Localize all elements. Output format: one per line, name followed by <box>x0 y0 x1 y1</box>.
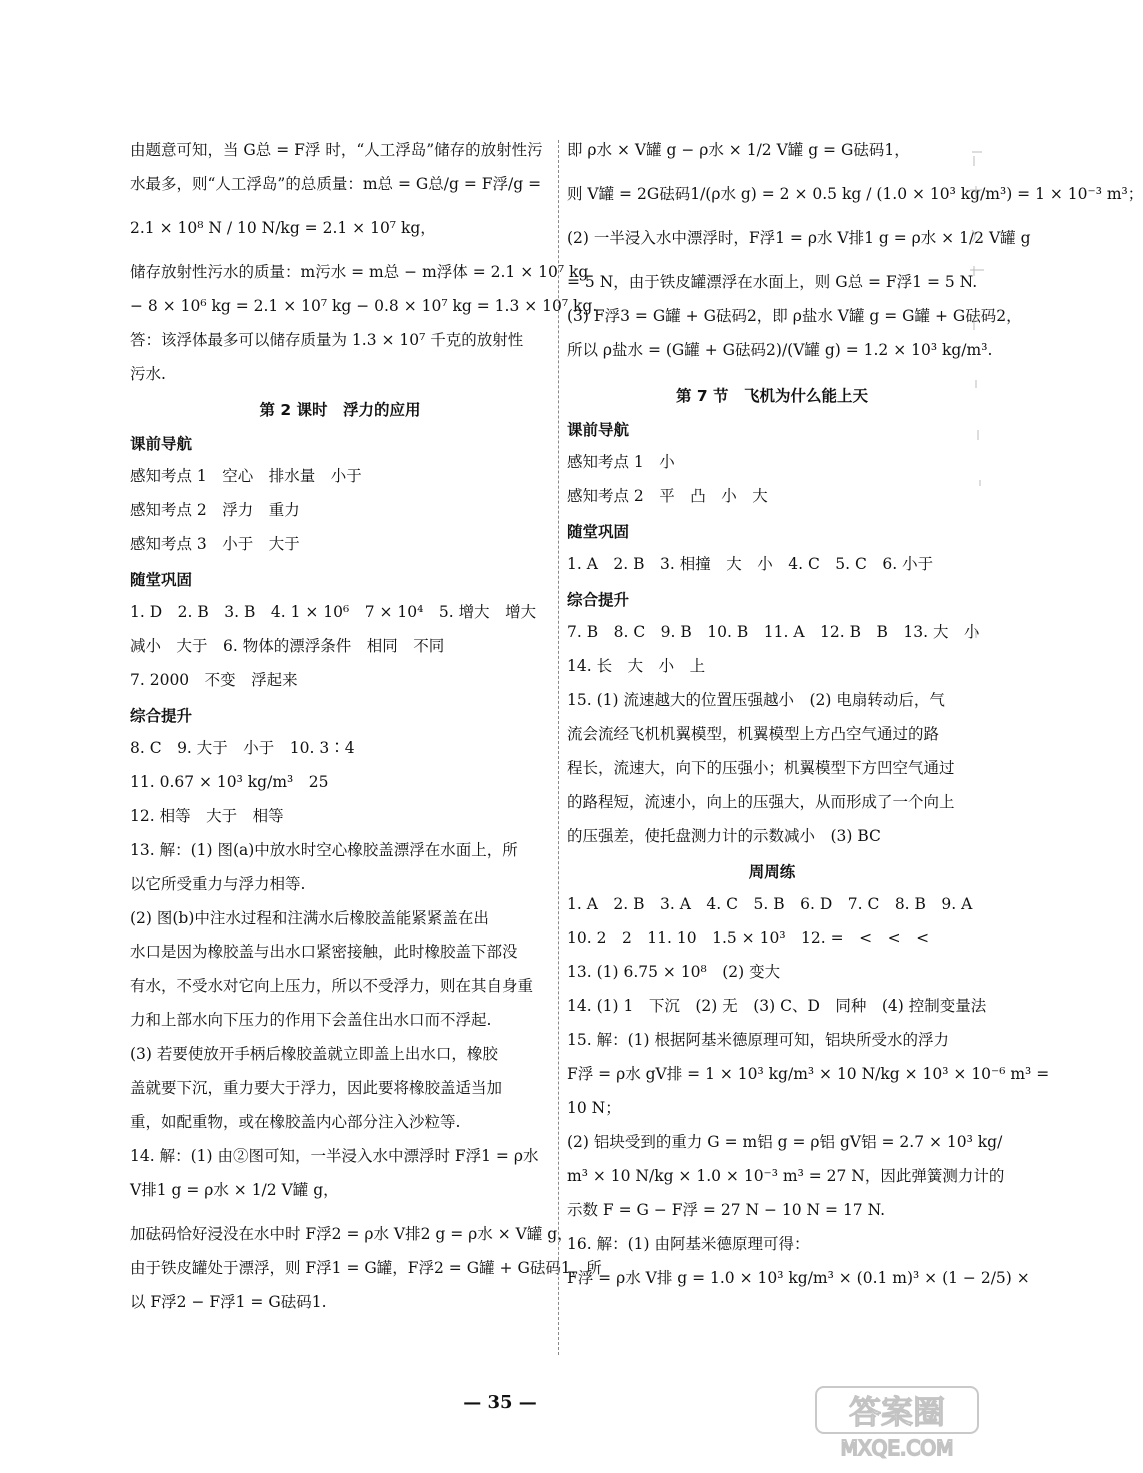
answer-line: 12. 相等 大于 相等 <box>130 807 284 825</box>
answer-line: 7. 2000 不变 浮起来 <box>130 671 298 689</box>
text-line: 储存放射性污水的质量：m污水 = m总 − m浮体 = 2.1 × 10⁷ kg <box>130 263 589 281</box>
page-number: — 35 — <box>463 1392 537 1413</box>
text-line: 2.1 × 10⁸ N / 10 N/kg = 2.1 × 10⁷ kg， <box>130 219 436 237</box>
answer-line: 程长，流速大，向下的压强小；机翼模型下方凹空气通过 <box>567 759 955 777</box>
knowledge-point: 感知考点 1 小 <box>567 453 675 471</box>
text-line: − 8 × 10⁶ kg = 2.1 × 10⁷ kg − 0.8 × 10⁷ kg = 1.3 × 10⁷ kg. <box>130 297 598 315</box>
answer-line: 15. (1) 流速越大的位置压强越小 (2) 电扇转动后，气 <box>567 691 945 709</box>
text-line: 污水. <box>130 365 166 383</box>
answer-line: 7. B 8. C 9. B 10. B 11. A 12. B B 13. 大 小 <box>567 623 980 641</box>
answer-line: 11. 0.67 × 10³ kg/m³ 25 <box>130 773 329 791</box>
answer-line: 13. 解：(1) 图(a)中放水时空心橡胶盖漂浮在水面上，所 <box>130 841 518 859</box>
answer-line: 以 F浮2 − F浮1 = G砝码1. <box>130 1293 327 1311</box>
answer-line: F浮 = ρ水 V排 g = 1.0 × 10³ kg/m³ × (0.1 m)³ × (1 − 2/5) × <box>567 1269 1030 1287</box>
section-heading: 课前导航 <box>567 421 630 439</box>
text-line: 由题意可知，当 G总 = F浮 时，“人工浮岛”储存的放射性污 <box>130 141 543 159</box>
answer-line: 减小 大于 6. 物体的漂浮条件 相同 不同 <box>130 637 445 655</box>
knowledge-point: 感知考点 2 平 凸 小 大 <box>567 487 768 505</box>
answer-line: 的路程短，流速小，向上的压强大，从而形成了一个向上 <box>567 793 955 811</box>
answer-line: 8. C 9. 大于 小于 10. 3∶4 <box>130 739 355 757</box>
text-line: 则 V罐 = 2G砝码1/(ρ水 g) = 2 × 0.5 kg / (1.0 × 10³ kg/m³) = 1 × 10⁻³ m³； <box>567 185 1143 203</box>
answer-line: 水口是因为橡胶盖与出水口紧密接触，此时橡胶盖下部没 <box>130 943 518 961</box>
section-heading: 综合提升 <box>567 591 630 609</box>
answer-line: 盖就要下沉，重力要大于浮力，因此要将橡胶盖适当加 <box>130 1079 503 1097</box>
text-line: 即 ρ水 × V罐 g − ρ水 × 1/2 V罐 g = G砝码1， <box>567 141 910 159</box>
answer-line: 14. 解：(1) 由②图可知，一半浸入水中漂浮时 F浮1 = ρ水 <box>130 1147 539 1165</box>
lesson-title: 第 2 课时 浮力的应用 <box>259 401 421 419</box>
knowledge-point: 感知考点 3 小于 大于 <box>130 535 300 553</box>
answer-line: V排1 g = ρ水 × 1/2 V罐 g， <box>130 1181 339 1199</box>
section-heading: 随堂巩固 <box>130 571 193 589</box>
right-column <box>567 140 1143 1312</box>
answer-line: 14. 长 大 小 上 <box>567 657 706 675</box>
svg-text:答案圈: 答案圈 <box>848 1393 946 1431</box>
answer-line: 1. A 2. B 3. A 4. C 5. B 6. D 7. C 8. B 9. A <box>567 895 973 913</box>
column-divider <box>558 140 559 1355</box>
text-line: 水最多，则“人工浮岛”的总质量：m总 = G总/g = F浮/g = <box>130 175 542 193</box>
answer-line: (3) 若要使放开手柄后橡胶盖就立即盖上出水口，橡胶 <box>130 1045 498 1063</box>
answer-line: 重，如配重物，或在橡胶盖内心部分注入沙粒等. <box>130 1113 461 1131</box>
section-title: 第 7 节 飞机为什么能上天 <box>675 387 869 405</box>
svg-text:MXQE.COM: MXQE.COM <box>840 1436 954 1460</box>
text-line: 答：该浮体最多可以储存质量为 1.3 × 10⁷ 千克的放射性 <box>130 331 524 349</box>
answer-line: 由于铁皮罐处于漂浮，则 F浮1 = G罐，F浮2 = G罐 + G砝码1，所 <box>130 1259 602 1277</box>
answer-line: 10 N； <box>567 1099 621 1117</box>
text-line: (2) 一半浸入水中漂浮时，F浮1 = ρ水 V排1 g = ρ水 × 1/2 V罐 g <box>567 229 1031 247</box>
margin-scan-marks <box>964 150 994 850</box>
weekly-title: 周周练 <box>748 863 796 881</box>
text-line: = 5 N，由于铁皮罐漂浮在水面上，则 G总 = F浮1 = 5 N. <box>567 273 978 291</box>
answer-line: 示数 F = G − F浮 = 27 N − 10 N = 17 N. <box>567 1201 886 1219</box>
answer-line: 以它所受重力与浮力相等. <box>130 875 306 893</box>
answer-line: 力和上部水向下压力的作用下会盖住出水口而不浮起. <box>130 1011 492 1029</box>
answer-line: (2) 图(b)中注水过程和注满水后橡胶盖能紧紧盖在出 <box>130 909 489 927</box>
answer-line: 10. 2 2 11. 10 1.5 × 10³ 12. = < < < <box>567 929 930 947</box>
text-line: 所以 ρ盐水 = (G罐 + G砝码2)/(V罐 g) = 1.2 × 10³ kg/m³. <box>567 341 993 359</box>
answer-line: 有水，不受水对它向上压力，所以不受浮力，则在其自身重 <box>130 977 534 995</box>
section-heading: 随堂巩固 <box>567 523 630 541</box>
knowledge-point: 感知考点 1 空心 排水量 小于 <box>130 467 362 485</box>
answer-line: 14. (1) 1 下沉 (2) 无 (3) C、D 同种 (4) 控制变量法 <box>567 997 987 1015</box>
answer-line: 15. 解：(1) 根据阿基米德原理可知，铝块所受水的浮力 <box>567 1031 949 1049</box>
watermark-logo <box>812 1383 982 1461</box>
answer-line: 1. D 2. B 3. B 4. 1 × 10⁶ 7 × 10⁴ 5. 增大 增大 <box>130 603 537 621</box>
answer-line: m³ × 10 N/kg × 1.0 × 10⁻³ m³ = 27 N，因此弹簧测力计的 <box>567 1167 1005 1185</box>
answer-line: (2) 铝块受到的重力 G = m铝 g = ρ铝 gV铝 = 2.7 × 10³ kg/ <box>567 1133 1003 1151</box>
answer-line: 流会流经飞机机翼模型，机翼模型上方凸空气通过的路 <box>567 725 940 743</box>
section-heading: 课前导航 <box>130 435 193 453</box>
answer-line: 1. A 2. B 3. 相撞 大 小 4. C 5. C 6. 小于 <box>567 555 934 573</box>
knowledge-point: 感知考点 2 浮力 重力 <box>130 501 300 519</box>
answer-line: 的压强差，使托盘测力计的示数减小 (3) BC <box>567 827 881 845</box>
answer-line: 加砝码恰好浸没在水中时 F浮2 = ρ水 V排2 g = ρ水 × V罐 g， <box>130 1225 573 1243</box>
text-line: (3) F浮3 = G罐 + G砝码2，即 ρ盐水 V罐 g = G罐 + G砝码2， <box>567 307 1022 325</box>
answer-line: 13. (1) 6.75 × 10⁸ (2) 变大 <box>567 963 781 981</box>
answer-line: F浮 = ρ水 gV排 = 1 × 10³ kg/m³ × 10 N/kg × 10³ × 10⁻⁶ m³ = <box>567 1065 1050 1083</box>
answer-line: 16. 解：(1) 由阿基米德原理可得： <box>567 1235 810 1253</box>
left-column <box>130 140 602 1326</box>
section-heading: 综合提升 <box>130 707 193 725</box>
